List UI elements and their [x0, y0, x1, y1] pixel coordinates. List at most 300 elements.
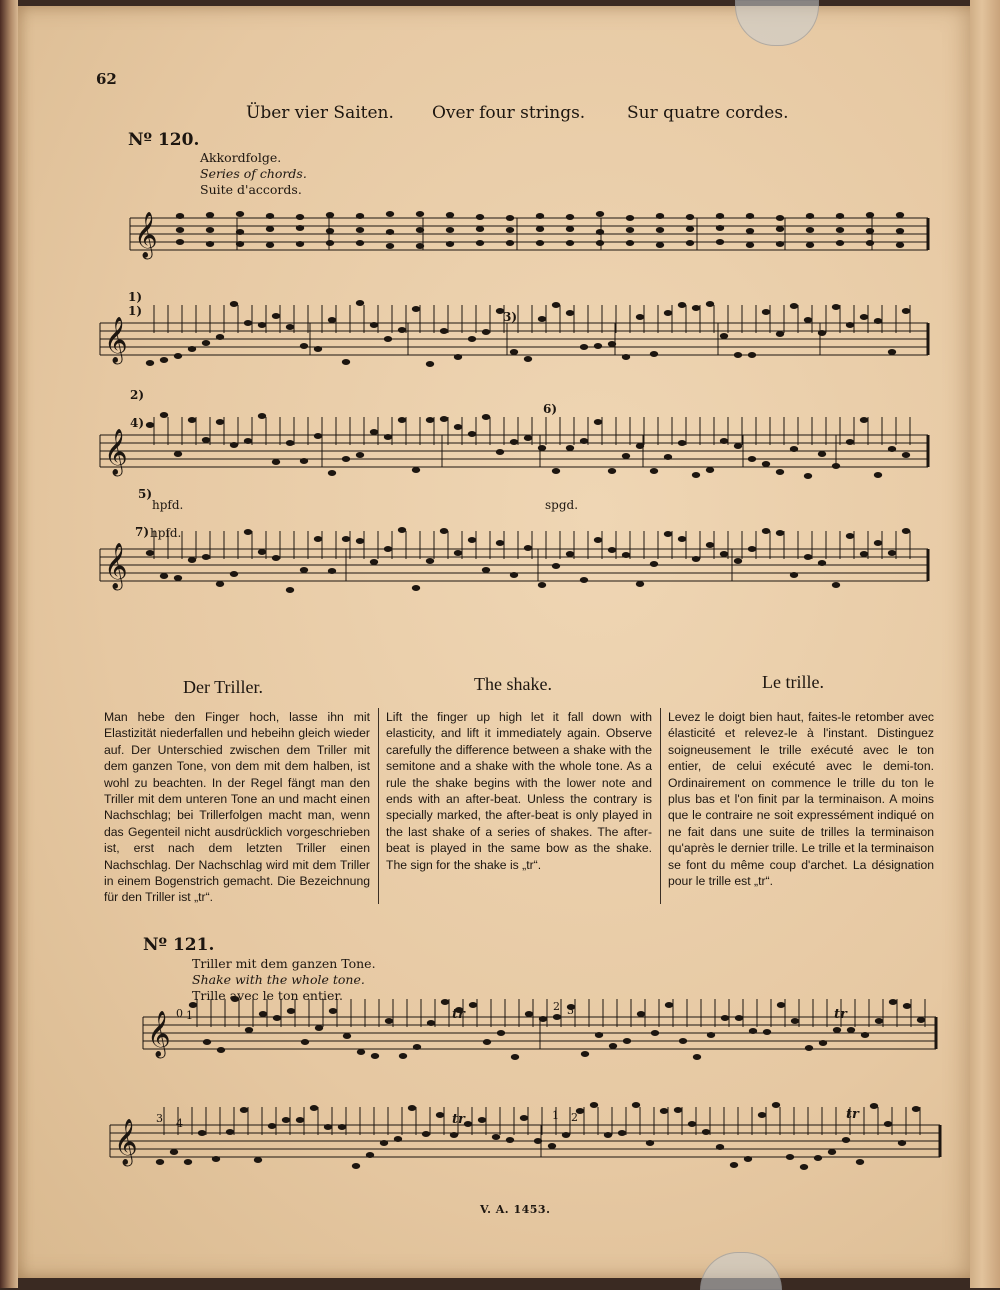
- notehead: [329, 1008, 337, 1014]
- notehead: [842, 1137, 850, 1143]
- notehead: [300, 343, 308, 349]
- notehead: [786, 1154, 794, 1160]
- notehead: [776, 331, 784, 337]
- notehead: [203, 1039, 211, 1045]
- notehead: [356, 300, 364, 306]
- notehead: [804, 317, 812, 323]
- notehead: [286, 324, 294, 330]
- heading-french: Sur quatre cordes.: [627, 103, 789, 123]
- notehead: [889, 999, 897, 1005]
- notehead: [454, 354, 462, 360]
- notehead: [412, 585, 420, 591]
- notehead: [525, 1011, 533, 1017]
- notehead: [266, 213, 274, 219]
- notehead: [791, 1018, 799, 1024]
- notehead: [594, 343, 602, 349]
- notehead: [272, 459, 280, 465]
- notehead: [706, 301, 714, 307]
- notehead: [384, 336, 392, 342]
- notehead: [408, 1105, 416, 1111]
- notehead: [497, 1030, 505, 1036]
- notehead: [594, 537, 602, 543]
- notehead: [450, 1132, 458, 1138]
- notehead: [596, 211, 604, 217]
- notehead: [861, 1032, 869, 1038]
- notehead: [338, 1124, 346, 1130]
- notehead: [832, 582, 840, 588]
- notehead: [912, 1106, 920, 1112]
- notehead: [720, 333, 728, 339]
- notehead: [536, 240, 544, 246]
- notehead: [524, 545, 532, 551]
- notehead: [506, 227, 514, 233]
- notehead: [720, 551, 728, 557]
- notehead: [748, 352, 756, 358]
- notehead: [202, 554, 210, 560]
- mark-5: 5): [138, 487, 153, 501]
- notehead: [272, 313, 280, 319]
- notehead: [896, 228, 904, 234]
- fingering-s1d: 3: [567, 1004, 574, 1017]
- notehead: [160, 357, 168, 363]
- notehead: [818, 560, 826, 566]
- notehead: [875, 1018, 883, 1024]
- notehead: [188, 346, 196, 352]
- notehead: [716, 225, 724, 231]
- notehead: [506, 1137, 514, 1143]
- notehead: [847, 1027, 855, 1033]
- notehead: [244, 529, 252, 535]
- notehead: [268, 1123, 276, 1129]
- notehead: [170, 1149, 178, 1155]
- notehead: [580, 438, 588, 444]
- notehead: [706, 467, 714, 473]
- notehead: [772, 1102, 780, 1108]
- notehead: [692, 556, 700, 562]
- tempo-121-french: Trille avec le ton entier.: [192, 988, 343, 1003]
- notehead: [790, 446, 798, 452]
- notehead: [734, 558, 742, 564]
- notehead: [902, 452, 910, 458]
- notehead: [273, 1015, 281, 1021]
- notehead: [342, 359, 350, 365]
- notehead: [468, 336, 476, 342]
- notehead: [524, 356, 532, 362]
- notehead: [735, 1015, 743, 1021]
- notehead: [356, 452, 364, 458]
- notehead: [566, 310, 574, 316]
- notehead: [386, 211, 394, 217]
- notehead: [888, 349, 896, 355]
- notehead: [426, 558, 434, 564]
- notehead: [174, 451, 182, 457]
- fingering-s2a: 3: [156, 1112, 163, 1125]
- notehead: [385, 1018, 393, 1024]
- notehead: [650, 351, 658, 357]
- notehead: [343, 1033, 351, 1039]
- mark-1: 1): [128, 290, 143, 304]
- notehead: [202, 340, 210, 346]
- notehead: [552, 302, 560, 308]
- notehead: [226, 1129, 234, 1135]
- notehead: [678, 302, 686, 308]
- notehead: [230, 571, 238, 577]
- notehead: [492, 1134, 500, 1140]
- notehead: [806, 213, 814, 219]
- notehead: [566, 226, 574, 232]
- notehead: [427, 1020, 435, 1026]
- notehead: [399, 1053, 407, 1059]
- notehead: [664, 310, 672, 316]
- notehead: [324, 1124, 332, 1130]
- notehead: [746, 213, 754, 219]
- notehead: [707, 1032, 715, 1038]
- notehead: [746, 242, 754, 248]
- notehead: [650, 561, 658, 567]
- treble-clef-icon: 𝄞: [134, 212, 158, 258]
- notehead: [188, 557, 196, 563]
- notehead: [534, 1138, 542, 1144]
- notehead: [656, 213, 664, 219]
- notehead: [874, 540, 882, 546]
- notehead: [678, 440, 686, 446]
- notehead: [176, 239, 184, 245]
- notehead: [536, 226, 544, 232]
- notehead: [888, 446, 896, 452]
- mark-3: 3): [503, 310, 518, 324]
- treble-clef-icon: 𝄞: [104, 543, 128, 589]
- notehead: [888, 550, 896, 556]
- notehead: [846, 322, 854, 328]
- notehead: [259, 1011, 267, 1017]
- notehead: [356, 227, 364, 233]
- treble-clef-icon: 𝄞: [104, 429, 128, 475]
- tempo-english: Series of chords.: [200, 166, 307, 181]
- notehead: [636, 314, 644, 320]
- notehead: [622, 354, 630, 360]
- notehead: [296, 241, 304, 247]
- notehead: [366, 1152, 374, 1158]
- fingering-s2b: 4: [176, 1117, 183, 1130]
- notehead: [604, 1132, 612, 1138]
- notehead: [806, 242, 814, 248]
- notehead: [310, 1105, 318, 1111]
- notehead: [216, 581, 224, 587]
- notehead: [763, 1029, 771, 1035]
- notehead: [482, 567, 490, 573]
- notehead: [804, 554, 812, 560]
- page-number: 62: [96, 70, 117, 88]
- notehead: [441, 999, 449, 1005]
- notehead: [371, 1053, 379, 1059]
- notehead: [832, 463, 840, 469]
- notehead: [440, 328, 448, 334]
- mark-1b: 1): [128, 304, 143, 318]
- notehead: [636, 581, 644, 587]
- notehead: [896, 242, 904, 248]
- notehead: [217, 1047, 225, 1053]
- notehead: [632, 1102, 640, 1108]
- notehead: [314, 433, 322, 439]
- notehead: [758, 1112, 766, 1118]
- notehead: [258, 413, 266, 419]
- notehead: [762, 461, 770, 467]
- notehead: [386, 229, 394, 235]
- notehead: [790, 572, 798, 578]
- notehead: [860, 314, 868, 320]
- notehead: [790, 303, 798, 309]
- notehead: [258, 549, 266, 555]
- tempo-121-german: Triller mit dem ganzen Tone.: [192, 956, 376, 971]
- trill-sign-1: tr: [452, 1007, 465, 1022]
- notehead: [846, 439, 854, 445]
- notehead: [412, 306, 420, 312]
- notehead: [482, 329, 490, 335]
- notehead: [286, 440, 294, 446]
- notehead: [656, 242, 664, 248]
- column-divider-1: [378, 708, 379, 904]
- notehead: [216, 334, 224, 340]
- notehead: [748, 546, 756, 552]
- mark-7: 7): [135, 525, 150, 539]
- notehead: [693, 1054, 701, 1060]
- notehead: [538, 316, 546, 322]
- notehead: [566, 551, 574, 557]
- notehead: [800, 1164, 808, 1170]
- notehead: [416, 227, 424, 233]
- notehead: [866, 212, 874, 218]
- notehead: [860, 417, 868, 423]
- text-german: Man hebe den Finger hoch, lasse ihn mit Elastizität niederfallen und hebeihn gleich wieder auf. Der Unterschied zwischen dem Triller mit dem ganzen Tone, von dem mit dem halben, ist wohl zu beachten. In der Regel fängt man den Triller mit dem unteren Tone an und macht einen Nachschlag; bei Trillerfolgen macht man, wenn das Gegenteil nicht ausdrücklich vorgeschrieben ist, erst nach dem letzten Triller einen Nachschlag. Der Nachschlag wird mit dem Triller in einem Bogenstrich gemacht. Die Bezeichnung für den Triller ist „tr“.: [104, 710, 370, 905]
- notehead: [776, 469, 784, 475]
- notehead: [581, 1051, 589, 1057]
- trill-sign-4: tr: [846, 1107, 859, 1122]
- notehead: [730, 1162, 738, 1168]
- notehead: [679, 1038, 687, 1044]
- notehead: [896, 212, 904, 218]
- notehead: [716, 1144, 724, 1150]
- notehead: [482, 414, 490, 420]
- notehead: [422, 1131, 430, 1137]
- tempo-121-english: Shake with the whole tone.: [192, 972, 365, 987]
- notehead: [206, 241, 214, 247]
- notehead: [282, 1117, 290, 1123]
- heading-german: Über vier Saiten.: [246, 103, 394, 123]
- notehead: [678, 536, 686, 542]
- notehead: [356, 538, 364, 544]
- notehead: [594, 419, 602, 425]
- notehead: [328, 568, 336, 574]
- notehead: [903, 1003, 911, 1009]
- notehead: [230, 301, 238, 307]
- notehead: [832, 304, 840, 310]
- notehead: [917, 1017, 925, 1023]
- fingering-s1a: 0: [176, 1007, 183, 1020]
- notehead: [637, 1011, 645, 1017]
- notehead: [198, 1130, 206, 1136]
- notehead: [828, 1149, 836, 1155]
- notehead: [636, 443, 644, 449]
- notehead: [622, 552, 630, 558]
- fingering-s2c: 1: [552, 1109, 559, 1122]
- fingering-s1c: 2: [553, 1000, 560, 1013]
- notehead: [856, 1159, 864, 1165]
- notehead: [468, 537, 476, 543]
- exercise-121-tempo: [192, 956, 376, 1004]
- notehead: [146, 550, 154, 556]
- notehead: [626, 227, 634, 233]
- text-french: Levez le doigt bien haut, faites-le retomber avec élasticité et relevez-le à l'instant. Distinguez soigneusement le trille exécuté avec le ton entier, de celui exécuté avec le demi-ton. Ordinairement on commence le trille du ton le plus bas et l'on finit par la terminaison. A moins que le contraire ne soit expressément indiqué on ne fait dans une suite de trilles la terminaison qu'après le dernier trille. Le trille et la terminaison se font du même coup d'archet. La désignation pour le trille est „tr“.: [668, 710, 934, 889]
- notehead: [806, 227, 814, 233]
- notehead: [511, 1054, 519, 1060]
- notehead: [626, 215, 634, 221]
- notehead: [394, 1136, 402, 1142]
- notehead: [776, 241, 784, 247]
- notehead: [706, 542, 714, 548]
- notehead: [734, 352, 742, 358]
- notehead: [272, 555, 280, 561]
- notehead: [562, 1132, 570, 1138]
- notehead: [552, 468, 560, 474]
- notehead: [202, 437, 210, 443]
- notehead: [539, 1016, 547, 1022]
- notehead: [426, 361, 434, 367]
- notehead: [446, 227, 454, 233]
- fingering-s2d: 2: [571, 1111, 578, 1124]
- notehead: [496, 540, 504, 546]
- notehead: [860, 551, 868, 557]
- notehead: [646, 1140, 654, 1146]
- notehead: [426, 417, 434, 423]
- title-the-shake: The shake.: [474, 674, 552, 694]
- notehead: [212, 1156, 220, 1162]
- notehead: [254, 1157, 262, 1163]
- notehead: [702, 1129, 710, 1135]
- notehead: [478, 1117, 486, 1123]
- notehead: [749, 1028, 757, 1034]
- notehead: [548, 1143, 556, 1149]
- notehead: [146, 360, 154, 366]
- notehead: [656, 227, 664, 233]
- notehead: [538, 445, 546, 451]
- notehead: [286, 587, 294, 593]
- notehead: [384, 546, 392, 552]
- notehead: [902, 528, 910, 534]
- notehead: [266, 226, 274, 232]
- mark-2: 2): [130, 388, 145, 402]
- notehead: [301, 1039, 309, 1045]
- notehead: [716, 239, 724, 245]
- mark-hpfd-7: hpfd.: [150, 526, 182, 540]
- notehead: [590, 1102, 598, 1108]
- notehead: [818, 330, 826, 336]
- notehead: [776, 530, 784, 536]
- notehead: [398, 527, 406, 533]
- notehead: [866, 228, 874, 234]
- notehead: [436, 1112, 444, 1118]
- notehead: [296, 1117, 304, 1123]
- notehead: [748, 456, 756, 462]
- notehead: [836, 213, 844, 219]
- notehead: [483, 1039, 491, 1045]
- column-divider-2: [660, 708, 661, 904]
- notehead: [440, 528, 448, 534]
- notehead: [476, 240, 484, 246]
- notehead: [596, 240, 604, 246]
- notehead: [618, 1130, 626, 1136]
- notehead: [174, 575, 182, 581]
- notehead: [296, 225, 304, 231]
- trill-sign-2: tr: [834, 1007, 847, 1022]
- notehead: [686, 226, 694, 232]
- notehead: [296, 214, 304, 220]
- notehead: [352, 1163, 360, 1169]
- notehead: [416, 243, 424, 249]
- notehead: [651, 1030, 659, 1036]
- notehead: [300, 567, 308, 573]
- notehead: [328, 470, 336, 476]
- notehead: [174, 353, 182, 359]
- notehead: [206, 227, 214, 233]
- mark-4: 4): [130, 416, 145, 430]
- notehead: [553, 1014, 561, 1020]
- notehead: [665, 1002, 673, 1008]
- exercise-121-label: Nº 121.: [143, 935, 215, 955]
- notehead: [623, 1038, 631, 1044]
- notehead: [520, 1115, 528, 1121]
- notehead: [686, 214, 694, 220]
- notehead: [469, 1002, 477, 1008]
- notehead: [833, 1027, 841, 1033]
- notehead: [315, 1025, 323, 1031]
- notehead: [342, 456, 350, 462]
- treble-clef-icon: 𝄞: [114, 1119, 138, 1165]
- notehead: [160, 573, 168, 579]
- title-le-trille: Le trille.: [762, 672, 824, 692]
- notehead: [818, 451, 826, 457]
- notehead: [746, 228, 754, 234]
- notehead: [386, 243, 394, 249]
- notehead: [326, 228, 334, 234]
- notehead: [266, 242, 274, 248]
- notehead: [626, 240, 634, 246]
- notehead: [258, 322, 266, 328]
- notehead: [440, 416, 448, 422]
- notehead: [804, 473, 812, 479]
- notehead: [777, 1002, 785, 1008]
- publisher-plate-number: V. A. 1453.: [480, 1203, 551, 1216]
- notehead: [328, 317, 336, 323]
- notehead: [510, 572, 518, 578]
- notehead: [734, 443, 742, 449]
- mark-hpfd: hpfd.: [152, 498, 184, 512]
- exercise-120-label: Nº 120.: [128, 130, 200, 150]
- notehead: [650, 468, 658, 474]
- notehead: [370, 559, 378, 565]
- notehead: [609, 1043, 617, 1049]
- notehead: [720, 438, 728, 444]
- notehead: [552, 563, 560, 569]
- notehead: [506, 215, 514, 221]
- notehead: [716, 213, 724, 219]
- notehead: [236, 241, 244, 247]
- notehead: [686, 240, 694, 246]
- notehead: [866, 240, 874, 246]
- notehead: [608, 341, 616, 347]
- notehead: [884, 1121, 892, 1127]
- notehead: [510, 349, 518, 355]
- notehead: [721, 1015, 729, 1021]
